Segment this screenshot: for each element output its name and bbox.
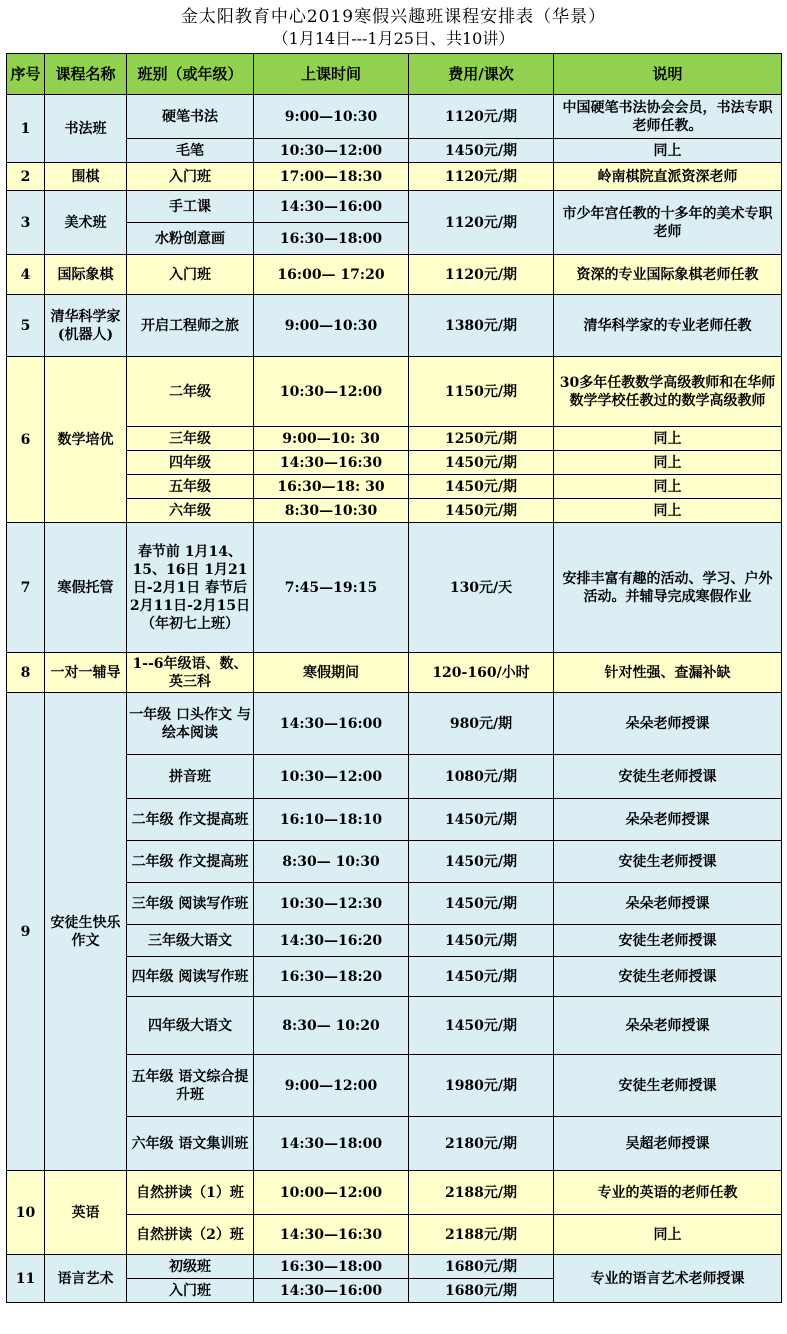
table-row xyxy=(7,653,782,693)
course-name: 数学培优 xyxy=(45,357,127,523)
class-time: 8:30— 10:30 xyxy=(254,841,409,883)
course-no: 1 xyxy=(7,95,45,163)
class-fee: 1450元/期 xyxy=(409,451,554,475)
class-fee: 1120元/期 xyxy=(409,163,554,191)
class-name: 初级班 xyxy=(127,1255,254,1279)
class-name: 开启工程师之旅 xyxy=(127,295,254,357)
class-fee: 980元/期 xyxy=(409,693,554,755)
class-time: 9:00—12:00 xyxy=(254,1055,409,1117)
class-time: 9:00—10:30 xyxy=(254,95,409,139)
course-name: 清华科学家(机器人) xyxy=(45,295,127,357)
page-subtitle: （1月14日---1月25日、共10讲） xyxy=(272,29,515,48)
class-note: 专业的语言艺术老师授课 xyxy=(554,1255,782,1303)
class-name: 毛笔 xyxy=(127,139,254,163)
class-fee: 2188元/期 xyxy=(409,1171,554,1215)
class-fee: 2188元/期 xyxy=(409,1215,554,1255)
class-name: 四年级 阅读写作班 xyxy=(127,957,254,997)
class-name: 手工课 xyxy=(127,191,254,223)
class-time: 8:30— 10:20 xyxy=(254,997,409,1055)
class-note: 专业的英语的老师任教 xyxy=(554,1171,782,1215)
table-row xyxy=(7,295,782,357)
class-time: 7:45—19:15 xyxy=(254,523,409,653)
table-row xyxy=(7,95,782,139)
course-name: 围棋 xyxy=(45,163,127,191)
course-no: 5 xyxy=(7,295,45,357)
class-name: 三年级大语文 xyxy=(127,925,254,957)
class-fee: 1120元/期 xyxy=(409,255,554,295)
class-time: 14:30—16:30 xyxy=(254,451,409,475)
class-note: 资深的专业国际象棋老师任教 xyxy=(554,255,782,295)
table-header-row xyxy=(7,54,782,95)
class-fee: 1980元/期 xyxy=(409,1055,554,1117)
class-time: 10:30—12:00 xyxy=(254,755,409,799)
class-fee: 1680元/期 xyxy=(409,1255,554,1279)
course-name: 美术班 xyxy=(45,191,127,255)
class-fee: 1450元/期 xyxy=(409,139,554,163)
table-row xyxy=(7,255,782,295)
class-note: 同上 xyxy=(554,451,782,475)
class-fee: 1250元/期 xyxy=(409,427,554,451)
class-name: 五年级 xyxy=(127,475,254,499)
course-no: 7 xyxy=(7,523,45,653)
class-fee: 1450元/期 xyxy=(409,799,554,841)
class-name: 二年级 作文提高班 xyxy=(127,799,254,841)
class-name: 五年级 语文综合提升班 xyxy=(127,1055,254,1117)
schedule-table xyxy=(6,53,782,1303)
class-note: 清华科学家的专业老师任教 xyxy=(554,295,782,357)
course-no: 9 xyxy=(7,693,45,1171)
table-row xyxy=(7,1171,782,1215)
class-note: 同上 xyxy=(554,139,782,163)
class-note: 吴超老师授课 xyxy=(554,1117,782,1171)
class-name: 三年级 xyxy=(127,427,254,451)
header-note: 说明 xyxy=(554,54,782,95)
class-note: 安徒生老师授课 xyxy=(554,957,782,997)
class-name: 二年级 作文提高班 xyxy=(127,841,254,883)
class-name: 自然拼读（1）班 xyxy=(127,1171,254,1215)
class-fee: 1450元/期 xyxy=(409,957,554,997)
class-name: 自然拼读（2）班 xyxy=(127,1215,254,1255)
class-note: 朵朵老师授课 xyxy=(554,693,782,755)
class-time: 9:00—10:30 xyxy=(254,295,409,357)
class-time: 8:30—10:30 xyxy=(254,499,409,523)
class-note: 朵朵老师授课 xyxy=(554,883,782,925)
class-name: 六年级 xyxy=(127,499,254,523)
table-row xyxy=(7,357,782,427)
class-time: 14:30—18:00 xyxy=(254,1117,409,1171)
header-time: 上课时间 xyxy=(254,54,409,95)
class-note: 针对性强、查漏补缺 xyxy=(554,653,782,693)
class-time: 14:30—16:00 xyxy=(254,1279,409,1303)
class-name: 二年级 xyxy=(127,357,254,427)
class-fee: 1450元/期 xyxy=(409,841,554,883)
class-fee: 1450元/期 xyxy=(409,997,554,1055)
class-time: 16:10—18:10 xyxy=(254,799,409,841)
class-fee: 130元/天 xyxy=(409,523,554,653)
class-time: 16:30—18:00 xyxy=(254,1255,409,1279)
course-no: 8 xyxy=(7,653,45,693)
class-note: 市少年宫任教的十多年的美术专职老师 xyxy=(554,191,782,255)
class-fee: 1450元/期 xyxy=(409,475,554,499)
course-no: 10 xyxy=(7,1171,45,1255)
class-time: 10:30—12:30 xyxy=(254,883,409,925)
class-time: 16:30—18:00 xyxy=(254,223,409,255)
class-fee: 1450元/期 xyxy=(409,883,554,925)
class-fee: 1120元/期 xyxy=(409,95,554,139)
course-name: 书法班 xyxy=(45,95,127,163)
class-time: 14:30—16:00 xyxy=(254,693,409,755)
class-time: 10:00—12:00 xyxy=(254,1171,409,1215)
table-row xyxy=(7,693,782,755)
class-fee: 1080元/期 xyxy=(409,755,554,799)
class-note: 同上 xyxy=(554,475,782,499)
class-fee: 2180元/期 xyxy=(409,1117,554,1171)
class-note: 朵朵老师授课 xyxy=(554,799,782,841)
class-fee: 1450元/期 xyxy=(409,499,554,523)
class-note: 安徒生老师授课 xyxy=(554,755,782,799)
class-name: 四年级大语文 xyxy=(127,997,254,1055)
class-note: 同上 xyxy=(554,499,782,523)
class-time: 14:30—16:20 xyxy=(254,925,409,957)
course-no: 3 xyxy=(7,191,45,255)
course-name: 寒假托管 xyxy=(45,523,127,653)
header-fee: 费用/课次 xyxy=(409,54,554,95)
class-name: 1--6年级语、数、英三科 xyxy=(127,653,254,693)
class-name: 六年级 语文集训班 xyxy=(127,1117,254,1171)
table-row xyxy=(7,163,782,191)
course-no: 2 xyxy=(7,163,45,191)
header-course: 课程名称 xyxy=(45,54,127,95)
class-time: 10:30—12:00 xyxy=(254,139,409,163)
course-name: 英语 xyxy=(45,1171,127,1255)
class-fee: 1150元/期 xyxy=(409,357,554,427)
class-time: 16:30—18:20 xyxy=(254,957,409,997)
class-note: 同上 xyxy=(554,1215,782,1255)
course-name: 安徒生快乐作文 xyxy=(45,693,127,1171)
class-time: 16:30—18: 30 xyxy=(254,475,409,499)
class-name: 拼音班 xyxy=(127,755,254,799)
class-time: 14:30—16:00 xyxy=(254,191,409,223)
class-fee: 1120元/期 xyxy=(409,191,554,255)
header-class: 班别（或年级） xyxy=(127,54,254,95)
class-name: 硬笔书法 xyxy=(127,95,254,139)
table-row xyxy=(7,523,782,653)
header-no: 序号 xyxy=(7,54,45,95)
class-note: 同上 xyxy=(554,427,782,451)
course-no: 11 xyxy=(7,1255,45,1303)
class-fee: 1450元/期 xyxy=(409,925,554,957)
class-fee: 1380元/期 xyxy=(409,295,554,357)
class-name: 入门班 xyxy=(127,255,254,295)
class-time: 寒假期间 xyxy=(254,653,409,693)
class-time: 16:00— 17:20 xyxy=(254,255,409,295)
class-fee: 120-160/小时 xyxy=(409,653,554,693)
class-time: 10:30—12:00 xyxy=(254,357,409,427)
class-name: 水粉创意画 xyxy=(127,223,254,255)
course-no: 6 xyxy=(7,357,45,523)
class-note: 30多年任教数学高级教师和在华师数学学校任教过的数学高级教师 xyxy=(554,357,782,427)
class-name: 春节前 1月14、15、16日 1月21日-2月1日 春节后 2月11日-2月15日（年初七上班） xyxy=(127,523,254,653)
page-title: 金太阳教育中心2019寒假兴趣班课程安排表（华景） xyxy=(180,7,607,27)
class-time: 9:00—10: 30 xyxy=(254,427,409,451)
course-no: 4 xyxy=(7,255,45,295)
class-note: 安徒生老师授课 xyxy=(554,841,782,883)
course-name: 国际象棋 xyxy=(45,255,127,295)
class-note: 安徒生老师授课 xyxy=(554,925,782,957)
class-name: 四年级 xyxy=(127,451,254,475)
class-note: 朵朵老师授课 xyxy=(554,997,782,1055)
class-name: 入门班 xyxy=(127,163,254,191)
class-fee: 1680元/期 xyxy=(409,1279,554,1303)
table-row xyxy=(7,191,782,223)
class-name: 三年级 阅读写作班 xyxy=(127,883,254,925)
class-note: 安排丰富有趣的活动、学习、户外活动。并辅导完成寒假作业 xyxy=(554,523,782,653)
course-name: 一对一辅导 xyxy=(45,653,127,693)
class-time: 17:00—18:30 xyxy=(254,163,409,191)
class-time: 14:30—16:30 xyxy=(254,1215,409,1255)
class-note: 安徒生老师授课 xyxy=(554,1055,782,1117)
table-row xyxy=(7,1255,782,1279)
class-note: 中国硬笔书法协会会员，书法专职老师任教。 xyxy=(554,95,782,139)
class-name: 一年级 口头作文 与绘本阅读 xyxy=(127,693,254,755)
class-note: 岭南棋院直派资深老师 xyxy=(554,163,782,191)
class-name: 入门班 xyxy=(127,1279,254,1303)
course-name: 语言艺术 xyxy=(45,1255,127,1303)
